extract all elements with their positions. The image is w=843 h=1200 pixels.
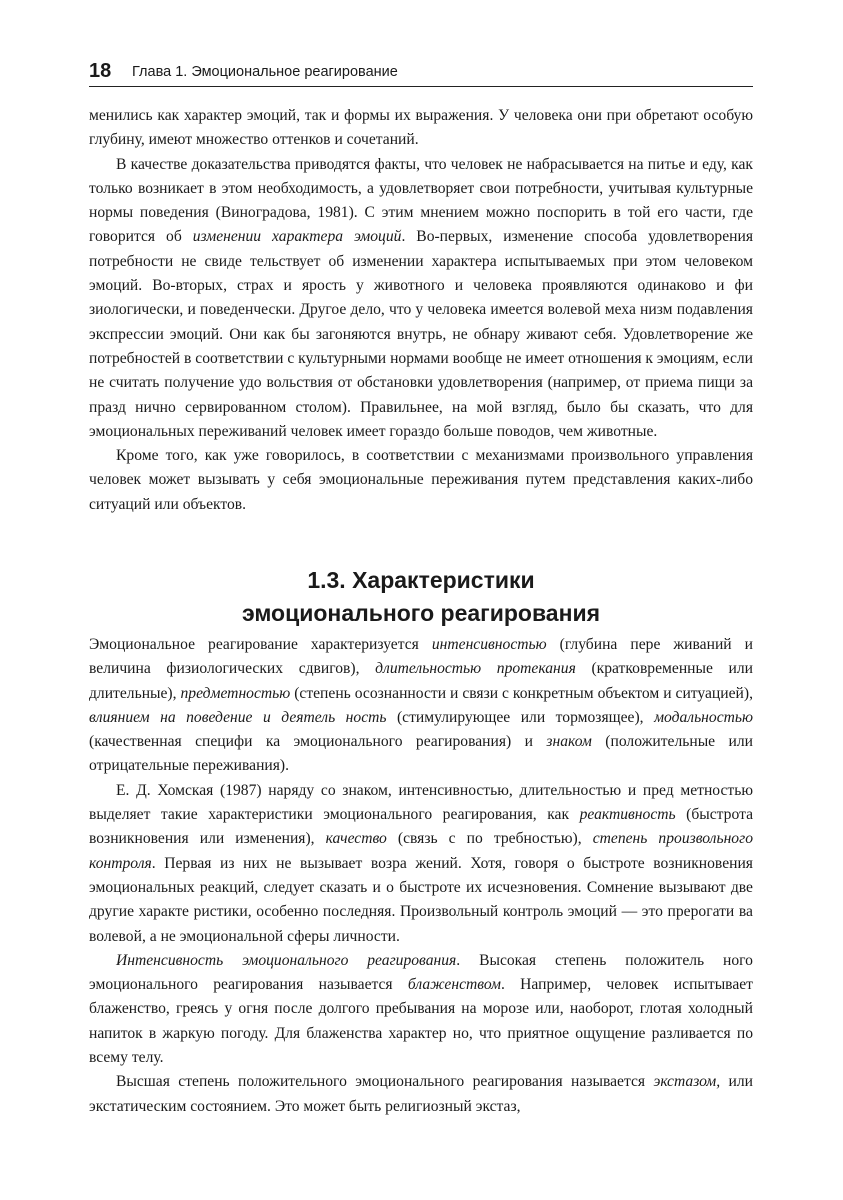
text-run: для эмоциональных переживаний человек имеет гораздо больше поводов, чем bbox=[89, 398, 753, 440]
text-run: нично сервированном столом). Правильнее, на мой взгляд, было бы сказать, что bbox=[135, 398, 721, 416]
text-run: низм подавления экспрессии эмоций. Они как бы загоняются внутрь, не обнару bbox=[89, 301, 753, 343]
text-run: потребности, учитывая культурные нормы поведения (Виноградова, 1981). С этим bbox=[89, 179, 753, 222]
text-run: Эмоциональное реагирование характеризуется bbox=[89, 636, 432, 653]
text-run: (глубина пере bbox=[546, 636, 661, 653]
text-run: испытывает блаженство, греясь у огня после долгого пребывания на морозе или, bbox=[89, 976, 753, 1018]
emphasis-text: реактивность bbox=[579, 806, 676, 824]
text-run: метностью выделяет такие характеристики эмоционального реагирования, как bbox=[89, 781, 753, 824]
text-run: (качественная специфи bbox=[89, 733, 253, 751]
emphasis-text: эмоций bbox=[354, 228, 402, 246]
text-run: или экстатическим состоянием. Это может быть религиозный экстаз, bbox=[89, 1073, 753, 1115]
chapter-title: Глава 1. Эмоциональное реагирование bbox=[132, 64, 398, 80]
text-run: нормами вообще не имеет отношения к эмоциям, если не считать получение удо bbox=[89, 349, 754, 392]
emphasis-text: Интенсивность эмоционального реагирования bbox=[116, 951, 457, 969]
text-run: ного эмоционального реагирования называется bbox=[89, 951, 753, 994]
text-run: (кратковременные или длительные), bbox=[89, 660, 754, 702]
paragraph bbox=[89, 779, 753, 949]
section-heading-line-2: эмоционального реагирования bbox=[241, 600, 601, 626]
emphasis-text: степень произвольного контроля bbox=[89, 830, 753, 872]
running-header bbox=[89, 56, 753, 87]
text-run: но, что приятное ощущение разливается по всему телу. bbox=[89, 1024, 753, 1067]
paragraph bbox=[89, 949, 753, 1070]
text-run: на питье и еду, как только возникает в этом необходимость, а удовлетворяет свои bbox=[89, 155, 754, 197]
section-heading bbox=[89, 564, 753, 630]
text-run: живают себя. Удовлетворение же потребностей в соответствии с культурными bbox=[89, 325, 753, 367]
text-run: переживания). bbox=[192, 757, 290, 775]
text-run: (быстрота возникновения или изменения), bbox=[89, 806, 753, 848]
emphasis-text: ность bbox=[345, 708, 387, 726]
text-run: мнением можно поспорить в той его части, где говорится об bbox=[89, 204, 753, 246]
text-run: представления каких-либо ситуаций или объектов. bbox=[89, 471, 753, 513]
text-run: вольствия от обстановки удовлетворения (например, от приема пищи за празд bbox=[89, 374, 753, 416]
text-run: Во-вторых, страх и ярость у животного и человека проявляются одинаково и фи bbox=[152, 277, 753, 295]
text-run: ристики, особенно последняя. Произвольный контроль эмоций — это прерогати bbox=[193, 903, 735, 921]
text-run: животные. bbox=[586, 422, 658, 440]
paragraph bbox=[89, 633, 753, 779]
text-run: . Первая из них не вызывает возра bbox=[151, 854, 407, 872]
paragraph bbox=[89, 153, 753, 445]
paragraph bbox=[89, 104, 753, 153]
emphasis-text: интенсивностью bbox=[431, 636, 547, 653]
text-run: тельствует об изменении характера испытываемых при этом человеком эмоций. bbox=[89, 252, 753, 295]
text-run: . Высокая степень положитель bbox=[456, 951, 705, 969]
emphasis-text: качество bbox=[325, 830, 387, 848]
emphasis-text: влиянием на поведение и деятель bbox=[89, 708, 336, 726]
text-run: ва волевой, а не эмоциональной сферы личности. bbox=[89, 903, 753, 945]
text-run: Высшая степень положительного эмоционального реагирования называется bbox=[116, 1073, 646, 1091]
text-run: ка эмоционального реагирования) и bbox=[265, 733, 547, 751]
emphasis-text: знаком bbox=[546, 733, 592, 751]
text-run: (связь с по bbox=[386, 830, 483, 848]
text-run: обретают особую глубину, имеют множество оттенков и сочетаний. bbox=[89, 107, 753, 149]
text-run: (положительные или отрицательные bbox=[89, 733, 753, 775]
paragraph bbox=[89, 444, 753, 517]
emphasis-text: длительностью протекания bbox=[375, 660, 576, 678]
emphasis-text: изменении характера bbox=[192, 228, 344, 246]
emphasis-text: предметностью bbox=[180, 684, 291, 702]
text-run: связи с конкретным объектом и ситуацией), bbox=[462, 684, 753, 702]
text-run: зиологически, и поведенчески. Другое дело, что у человека имеется волевой меха bbox=[89, 301, 636, 319]
emphasis-text: модальностью bbox=[654, 708, 753, 726]
text-run: сказать и о быстроте их исчезновения. Сомнение вызывают две другие характе bbox=[89, 878, 753, 921]
text-run: . Например, человек bbox=[501, 976, 659, 994]
text-run: В качестве доказательства приводятся факты, что человек не набрасывается bbox=[116, 155, 625, 173]
page-number: 18 bbox=[89, 60, 112, 82]
text-run: (степень осознанности и bbox=[290, 684, 459, 702]
text-run: Е. Д. Хомская (1987) наряду со знаком, интенсивностью, длительностью и пред bbox=[116, 781, 674, 799]
text-run: требностью), bbox=[493, 830, 593, 848]
paragraph bbox=[89, 1070, 753, 1119]
body-text-after-heading bbox=[89, 633, 753, 1119]
text-run: Кроме того, как уже говорилось, в соответствии с механизмами произвольного bbox=[116, 447, 670, 465]
text-run: живаний и величина физиологических сдвигов), bbox=[89, 636, 754, 678]
text-run: . Во-первых, изменение способа удовлетворения потребности не свиде bbox=[89, 228, 753, 270]
section-heading-line-1: 1.3. Характеристики bbox=[307, 567, 535, 593]
text-run: (стимулирующее или тормозящее), bbox=[386, 708, 655, 726]
text-run: жений. Хотя, говоря о быстроте возникновения эмоциональных реакций, следует bbox=[89, 854, 753, 896]
body-text-before-heading bbox=[89, 104, 753, 517]
emphasis-text: экстазом, bbox=[653, 1073, 721, 1091]
text-run: управления человек может вызывать у себя эмоциональные переживания путем bbox=[89, 447, 753, 489]
text-run: менились как характер эмоций, так и формы их выражения. У человека они при bbox=[89, 107, 632, 124]
emphasis-text: блаженством bbox=[407, 976, 501, 994]
text-run: наоборот, глотая холодный напиток в жаркую погоду. Для блаженства характер bbox=[89, 1000, 753, 1042]
